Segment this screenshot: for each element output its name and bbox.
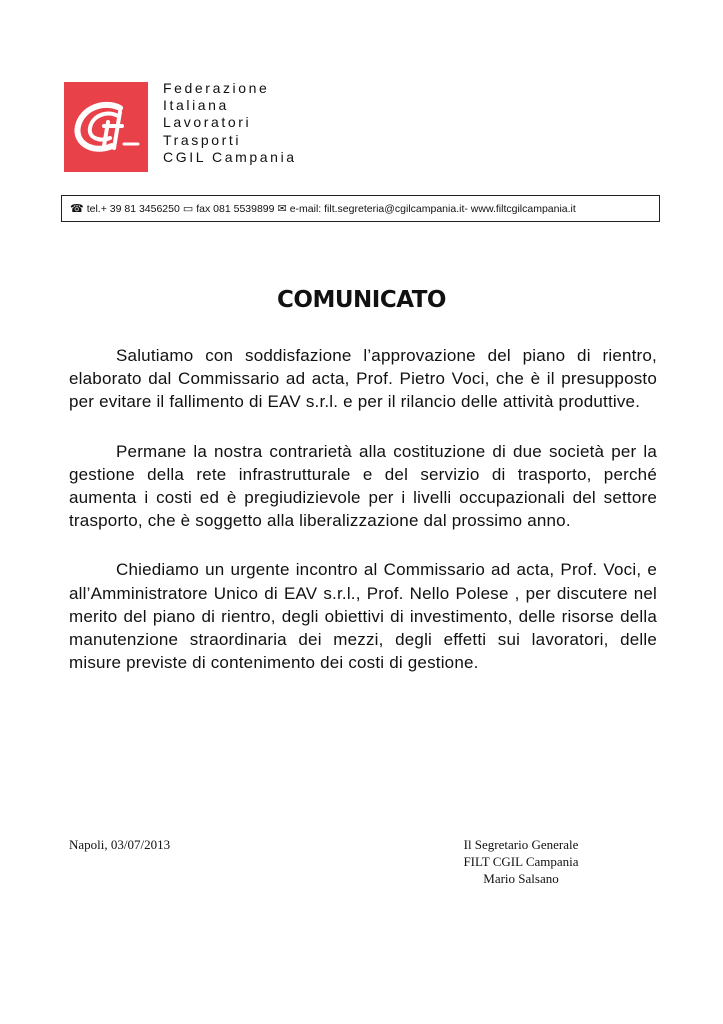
fax-icon: ▭ <box>182 203 194 215</box>
signature-block <box>456 836 586 887</box>
body-paragraph: Chiediamo un urgente incontro al Commissario ad acta, Prof. Voci, e all’Amministratore Unico di EAV s.r.l., Prof. Nello Polese , per discutere nel merito del piano di rientro, degli obiettivi di investimento, delle risorse della manutenzione straordinaria dei mezzi, degli effetti sui lavoratori, delle misure previste di contenimento dei costi di gestione. <box>69 560 657 673</box>
document-title: COMUNICATO <box>277 287 446 313</box>
contact-fax: fax 081 5539899 <box>196 202 275 215</box>
filt-cgil-logo <box>64 82 148 172</box>
signature-line: FILT CGIL Campania <box>463 854 579 869</box>
envelope-icon: ✉ <box>277 203 287 215</box>
body-paragraph: Salutiamo con soddisfazione l’approvazione del piano di rientro, elaborato dal Commissario ad acta, Prof. Pietro Voci, che è il presupposto per evitare il fallimento di EAV s.r.l. e per il rilancio delle attività produttive. <box>69 346 657 412</box>
place-date: Napoli, 03/07/2013 <box>69 837 171 852</box>
organization-name <box>163 80 297 166</box>
contact-bar <box>61 195 660 222</box>
org-line: CGIL Campania <box>163 148 297 165</box>
org-line: Trasporti <box>163 131 242 148</box>
phone-icon: ☎ <box>70 203 84 215</box>
contact-email: e-mail: filt.segreteria@cgilcampania.it- www.filtcgilcampania.it <box>289 202 576 215</box>
org-line: Italiana <box>163 97 229 114</box>
signature-line: Il Segretario Generale <box>463 837 579 852</box>
body-paragraph: Permane la nostra contrarietà alla costituzione di due società per la gestione della rete infrastrutturale e del servizio di trasporto, perché aumenta i costi ed è pregiudizievole per i livelli occupazionali del settore trasporto, che è soggetto alla liberalizzazione dal prossimo anno. <box>69 441 657 531</box>
contact-tel: tel.+ 39 81 3456250 <box>86 202 180 215</box>
signature-line: Mario Salsano <box>483 871 559 886</box>
filt-logo-icon <box>64 82 148 172</box>
org-line: Lavoratori <box>163 114 252 131</box>
document-body <box>69 344 657 700</box>
org-line: Federazione <box>163 80 270 96</box>
